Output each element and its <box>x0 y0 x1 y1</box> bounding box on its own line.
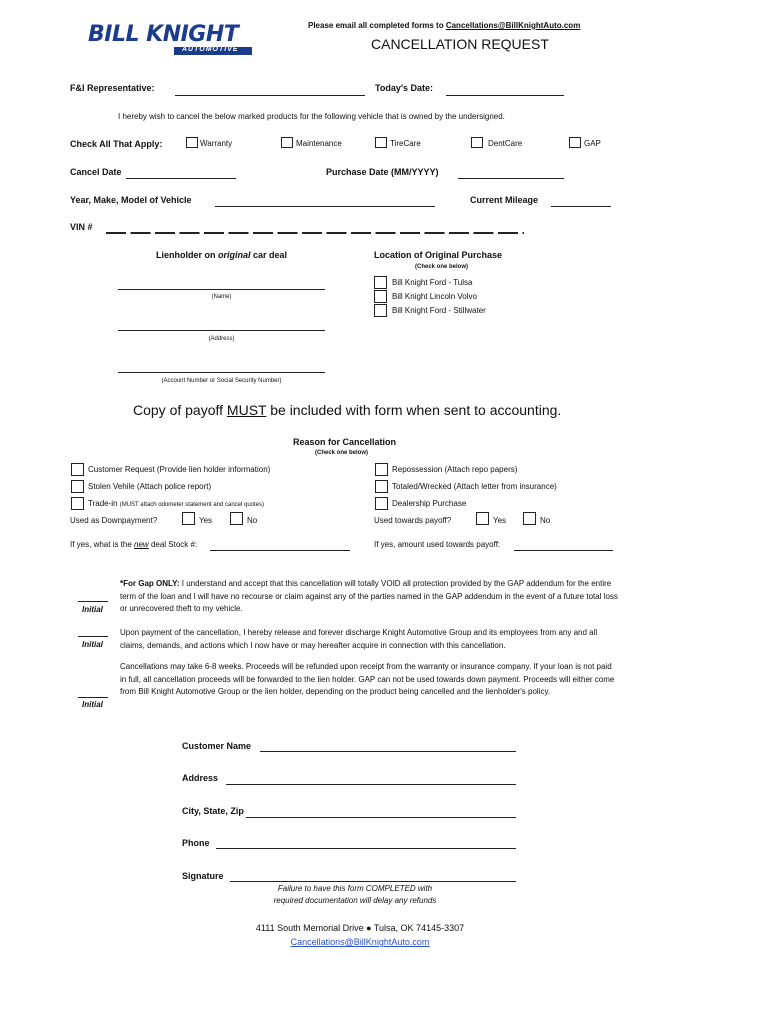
footer-address: 4111 South Memorial Drive ● Tulsa, OK 74145-3307 <box>255 923 465 933</box>
location-ford-stillwater-label: Bill Knight Ford - Stillwater <box>392 306 486 315</box>
reason-tradein-checkbox[interactable] <box>71 497 84 510</box>
payoff-no-label: No <box>540 516 551 525</box>
company-logo <box>88 24 258 58</box>
location-lincoln-volvo-label: Bill Knight Lincoln Volvo <box>392 292 477 301</box>
logo-wordmark: BILL KNIGHT <box>88 22 239 47</box>
header-email-link[interactable]: Cancellations@BillKnightAuto.com <box>445 21 581 30</box>
payoff-amount-field[interactable] <box>514 550 613 551</box>
email-instruction: Please email all completed forms to Cancellations@BillKnightAuto.com <box>308 21 581 30</box>
maintenance-label: Maintenance <box>296 139 342 148</box>
reason-tradein-label: Trade-in (MUST attach odometer statement and cancel quotes) <box>88 499 265 508</box>
lienholder-address-caption: (Address) <box>208 336 235 342</box>
reason-stolen-checkbox[interactable] <box>71 480 84 493</box>
gap-initial-field[interactable] <box>78 601 108 602</box>
payoff-no-checkbox[interactable] <box>523 512 536 525</box>
mileage-label: Current Mileage <box>470 195 539 205</box>
location-ford-stillwater-checkbox[interactable] <box>374 304 387 317</box>
refund-terms-text: Cancellations may take 6-8 weeks. Proceeds will be refunded upon receipt from the warranty or insurance company. If your loan is not paid in full, all cancellation proceeds will be forwarded to the lien holder. GAP can not be used towards down payment. Proceeds will either come from Bill Knight Automotive Group or the lien holder, depending on the product being cancelled and the lienholder's policy. <box>120 662 615 696</box>
dentcare-checkbox[interactable] <box>471 137 483 148</box>
new-deal-stock-label: If yes, what is the new deal Stock #: <box>70 540 198 549</box>
ymm-field[interactable] <box>215 206 435 207</box>
customer-csz-label: City, State, Zip <box>182 806 244 816</box>
purchase-date-field[interactable] <box>458 178 564 179</box>
downpayment-yes-checkbox[interactable] <box>182 512 195 525</box>
payoff-question: Used towards payoff? <box>374 516 452 525</box>
maintenance-checkbox[interactable] <box>281 137 293 148</box>
reason-customer-request-label: Customer Request (Provide lien holder information) <box>88 465 271 474</box>
todays-date-label: Today's Date: <box>375 83 433 93</box>
reason-customer-request-checkbox[interactable] <box>71 463 84 476</box>
reason-repossession-checkbox[interactable] <box>375 463 388 476</box>
payoff-amount-label: If yes, amount used towards payoff: <box>374 540 501 549</box>
payoff-yes-label: Yes <box>493 516 507 525</box>
ymm-label: Year, Make, Model of Vehicle <box>70 195 192 205</box>
customer-address-label: Address <box>182 773 219 783</box>
cancel-date-field[interactable] <box>126 178 236 179</box>
logo-subtitle: AUTOMOTIVE <box>182 46 239 53</box>
warranty-checkbox[interactable] <box>186 137 198 148</box>
reason-dealership-label: Dealership Purchase <box>392 499 467 508</box>
fi-rep-field[interactable] <box>175 95 365 96</box>
dentcare-label: DentCare <box>488 139 523 148</box>
customer-phone-label: Phone <box>182 838 210 848</box>
tirecare-checkbox[interactable] <box>375 137 387 148</box>
customer-phone-field[interactable] <box>216 848 516 849</box>
vin-label: VIN # <box>70 222 93 232</box>
customer-name-field[interactable] <box>260 751 516 752</box>
release-initial-label: Initial <box>82 640 103 649</box>
reason-stolen-label: Stolen Vehile (Attach police report) <box>88 482 212 491</box>
page-title: CANCELLATION REQUEST <box>371 36 549 52</box>
completion-warning: Failure to have this form COMPLETED with required documentation will delay any refunds <box>273 884 437 905</box>
products-label: Check All That Apply: <box>70 139 163 149</box>
reason-subheading: (Check one below) <box>315 450 369 456</box>
gap-initial-label: Initial <box>82 605 103 614</box>
lienholder-account-caption: (Account Number or Social Security Number) <box>161 378 282 384</box>
gap-label: GAP <box>584 139 601 148</box>
release-terms-text: Upon payment of the cancellation, I hereby release and forever discharge Knight Automotive Group and its employees from any and all claims, demands, and actions which I now have or may hereafter acquire in connection with this cancellation. <box>120 628 598 650</box>
location-heading: Location of Original Purchase <box>374 250 503 260</box>
mileage-field[interactable] <box>551 206 611 207</box>
reason-repossession-label: Repossession (Attach repo papers) <box>392 465 518 474</box>
reason-totaled-checkbox[interactable] <box>375 480 388 493</box>
gap-checkbox[interactable] <box>569 137 581 148</box>
location-lincoln-volvo-checkbox[interactable] <box>374 290 387 303</box>
lienholder-account-field[interactable] <box>118 372 325 373</box>
tirecare-label: TireCare <box>390 139 421 148</box>
location-ford-tulsa-checkbox[interactable] <box>374 276 387 289</box>
vin-field[interactable] <box>106 232 524 234</box>
reason-heading: Reason for Cancellation <box>293 437 397 447</box>
cancel-date-label: Cancel Date <box>70 167 122 177</box>
new-deal-stock-field[interactable] <box>210 550 350 551</box>
refund-initial-field[interactable] <box>78 697 108 698</box>
lienholder-name-caption: (Name) <box>211 294 232 300</box>
downpayment-question: Used as Downpayment? <box>70 516 158 525</box>
lienholder-name-field[interactable] <box>118 289 325 290</box>
warranty-label: Warranty <box>200 139 233 148</box>
payoff-yes-checkbox[interactable] <box>476 512 489 525</box>
customer-csz-field[interactable] <box>246 817 516 818</box>
lienholder-address-field[interactable] <box>118 330 325 331</box>
footer-email-link[interactable]: Cancellations@BillKnightAuto.com <box>290 937 430 947</box>
downpayment-no-label: No <box>247 516 258 525</box>
customer-signature-field[interactable] <box>230 881 516 882</box>
fi-rep-label: F&I Representative: <box>70 83 155 93</box>
downpayment-yes-label: Yes <box>199 516 213 525</box>
intro-text: I hereby wish to cancel the below marked products for the following vehicle that is owned by the undersigned. <box>118 112 505 121</box>
payoff-notice: Copy of payoff MUST be included with form when sent to accounting. <box>133 402 562 418</box>
release-initial-field[interactable] <box>78 636 108 637</box>
customer-signature-label: Signature <box>182 871 224 881</box>
location-subheading: (Check one below) <box>415 264 469 270</box>
downpayment-no-checkbox[interactable] <box>230 512 243 525</box>
refund-initial-label: Initial <box>82 700 103 709</box>
customer-address-field[interactable] <box>226 784 516 785</box>
todays-date-field[interactable] <box>446 95 564 96</box>
gap-terms-text: *For Gap ONLY: I understand and accept that this cancellation will totally VOID all protection provided by the GAP addendum for the entire term of the loan and I will have no recourse or claim against any of the parties named in the GAP addendum in the event of a future total loss or unrecovered theft to my vehicle. <box>120 579 618 613</box>
customer-name-label: Customer Name <box>182 741 252 751</box>
reason-totaled-label: Totaled/Wrecked (Attach letter from insurance) <box>392 482 557 491</box>
purchase-date-label: Purchase Date (MM/YYYY) <box>326 167 439 177</box>
location-ford-tulsa-label: Bill Knight Ford - Tulsa <box>392 278 473 287</box>
lienholder-heading: Lienholder on original car deal <box>156 250 288 260</box>
reason-dealership-checkbox[interactable] <box>375 497 388 510</box>
